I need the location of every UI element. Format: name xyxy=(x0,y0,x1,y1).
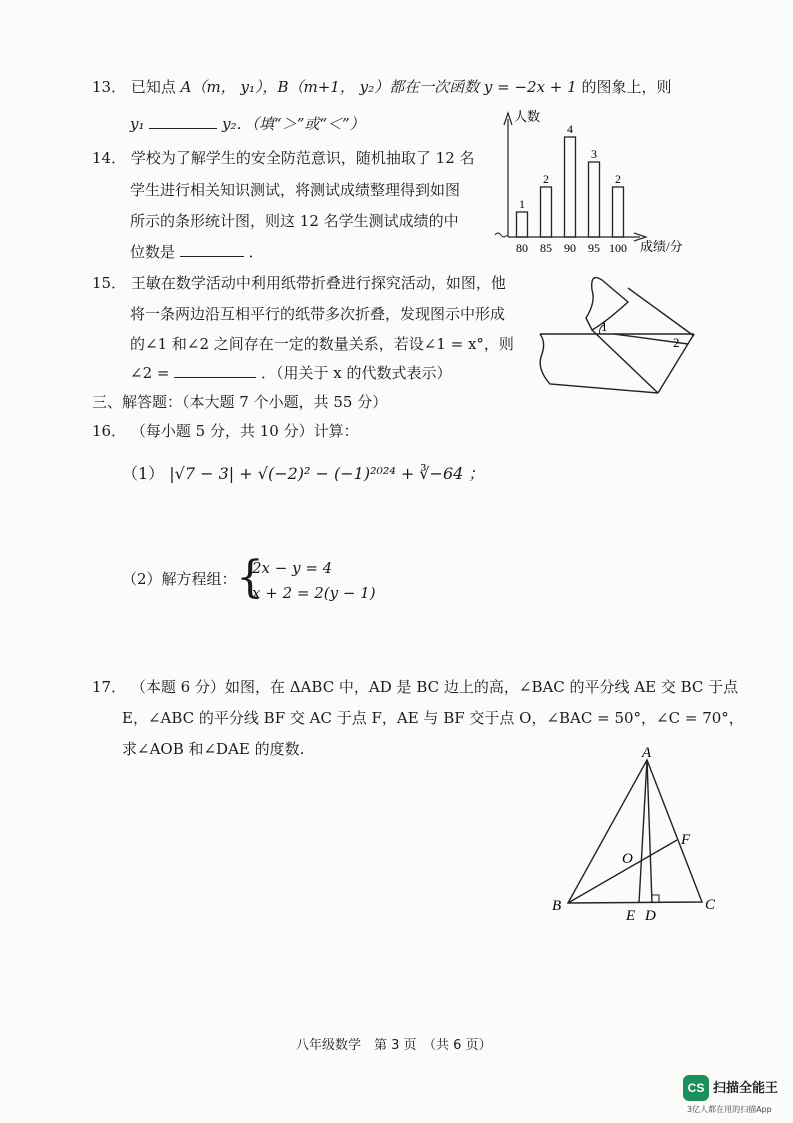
q15-text-line2: 将一条两边沿互相平行的纸带多次折叠，发现图示中形成 xyxy=(130,305,506,323)
angle1-label: 1 xyxy=(601,319,608,334)
y-axis-label: 人数 xyxy=(514,109,541,124)
x-tick-label-80: 80 xyxy=(516,241,528,255)
q15-line4 xyxy=(130,362,452,383)
q15-number: 15． xyxy=(92,274,127,292)
q13-line1 xyxy=(92,76,672,97)
label-d: D xyxy=(645,908,656,924)
q16-part2-label: （2）解方程组： xyxy=(122,570,237,588)
label-a: A xyxy=(642,745,652,761)
q16-part1-label: （1） xyxy=(122,464,165,483)
fold-edge-left xyxy=(592,330,658,393)
q15-text-line1: 王敏在数学活动中利用纸带折叠进行探究活动，如图，他 xyxy=(130,274,506,292)
bar-90 xyxy=(565,137,576,237)
strip-lower xyxy=(540,334,658,393)
q14-answer-blank[interactable] xyxy=(180,256,244,257)
q14-number: 14． xyxy=(92,149,127,167)
bar-85 xyxy=(541,187,552,237)
bar-80 xyxy=(517,212,528,237)
label-e: E xyxy=(626,908,636,924)
equation-2: x + 2 = 2(y − 1) xyxy=(252,584,376,602)
q15-end: ．（用关于 x 的代数式表示） xyxy=(261,364,452,382)
q14-line1 xyxy=(92,147,475,168)
q14-text-line1: 学校为了解学生的安全防范意识，随机抽取了 12 名 xyxy=(130,149,475,167)
q13-text-c: 的图象上，则 xyxy=(581,78,672,96)
q14-line4 xyxy=(130,241,264,262)
section-heading: 三、解答题：（本大题 7 个小题，共 55 分） xyxy=(92,393,388,411)
bar-value-label-95: 3 xyxy=(591,147,597,161)
q13-number: 13． xyxy=(92,78,127,96)
q15-line1 xyxy=(92,272,506,293)
q17-text-line3: 求∠AOB 和∠DAE 的度数. xyxy=(122,740,305,758)
q13-function: y = −2x + 1 xyxy=(483,78,577,96)
q16-part1-expression: |√7 − 3| + √(−2)² − (−1)²⁰²⁴ + ∛−64 ； xyxy=(169,464,485,483)
q17-line1 xyxy=(92,676,738,697)
q13-answer-blank[interactable] xyxy=(149,128,217,129)
brand-name: 扫描全能王 xyxy=(713,1081,779,1096)
altitude-ad xyxy=(647,760,652,903)
q16-part2 xyxy=(122,568,237,589)
x-tick-label-90: 90 xyxy=(564,241,576,255)
q15-answer-blank[interactable] xyxy=(174,377,256,378)
bar-value-label-100: 2 xyxy=(615,172,621,186)
q13-y1: y₁ xyxy=(130,115,145,133)
label-o: O xyxy=(622,851,633,867)
q15-angle2: ∠2 = xyxy=(130,364,170,382)
brand-subtitle: 3亿人都在用的扫描App xyxy=(687,1105,772,1114)
camscanner-logo-icon: CS xyxy=(683,1075,709,1101)
bisector-bf xyxy=(568,840,677,903)
bisector-ae xyxy=(639,760,647,903)
equation-1: 2x − y = 4 xyxy=(252,559,333,577)
q13-text-b: A（m， y₁），B（m+1， y₂）都在一次函数 xyxy=(180,78,480,96)
q14-text-line3: 所示的条形统计图，则这 12 名学生测试成绩的中 xyxy=(130,212,459,230)
q13-line2 xyxy=(130,113,365,134)
fold-edge-upper xyxy=(628,288,694,336)
q16-intro: （每小题 5 分，共 10 分）计算： xyxy=(130,422,359,440)
q15-text-line3: 的∠1 和∠2 之间存在一定的数量关系，若设∠1 = x°，则 xyxy=(130,335,514,353)
label-b: B xyxy=(552,898,562,914)
q16-number: 16． xyxy=(92,422,127,440)
q17-number: 17． xyxy=(92,678,127,696)
label-c: C xyxy=(705,897,716,913)
q14-end: ． xyxy=(248,243,264,261)
angle2-label: 2 xyxy=(673,335,680,350)
q14-text-line2: 学生进行相关知识测试，将测试成绩整理得到如图 xyxy=(130,181,461,199)
page-footer: 八年级数学 第 3 页 （共 6 页） xyxy=(296,1038,492,1053)
score-bar-chart xyxy=(490,105,715,255)
q16-head xyxy=(92,420,359,441)
label-f: F xyxy=(681,832,691,848)
q16-part1 xyxy=(122,461,484,484)
q13-text-a: 已知点 xyxy=(130,78,176,96)
bar-95 xyxy=(589,162,600,237)
q13-y2: y₂．（填“＞”或“＜”） xyxy=(222,115,365,133)
x-tick-label-100: 100 xyxy=(609,241,627,255)
axis-break xyxy=(495,233,507,237)
x-tick-label-85: 85 xyxy=(540,241,552,255)
q17-text-line2: E，∠ABC 的平分线 BF 交 AC 于点 F，AE 与 BF 交于点 O，∠BAC = 50°，∠C = 70°， xyxy=(122,709,744,727)
x-axis-label: 成绩/分 xyxy=(640,239,683,254)
paper-strip-figure xyxy=(530,268,720,398)
equation-system-brace: { xyxy=(236,552,264,603)
bar-value-label-85: 2 xyxy=(543,172,549,186)
q14-text-line4: 位数是 xyxy=(130,243,176,261)
q17-text-line1: （本题 6 分）如图，在 ΔABC 中，AD 是 BC 边上的高，∠BAC 的平分线 AE 交 BC 于点 xyxy=(130,678,739,696)
x-tick-label-95: 95 xyxy=(588,241,600,255)
triangle-figure xyxy=(550,745,725,925)
bar-value-label-90: 4 xyxy=(567,122,573,136)
bar-100 xyxy=(613,187,624,237)
bar-value-label-80: 1 xyxy=(519,197,525,211)
